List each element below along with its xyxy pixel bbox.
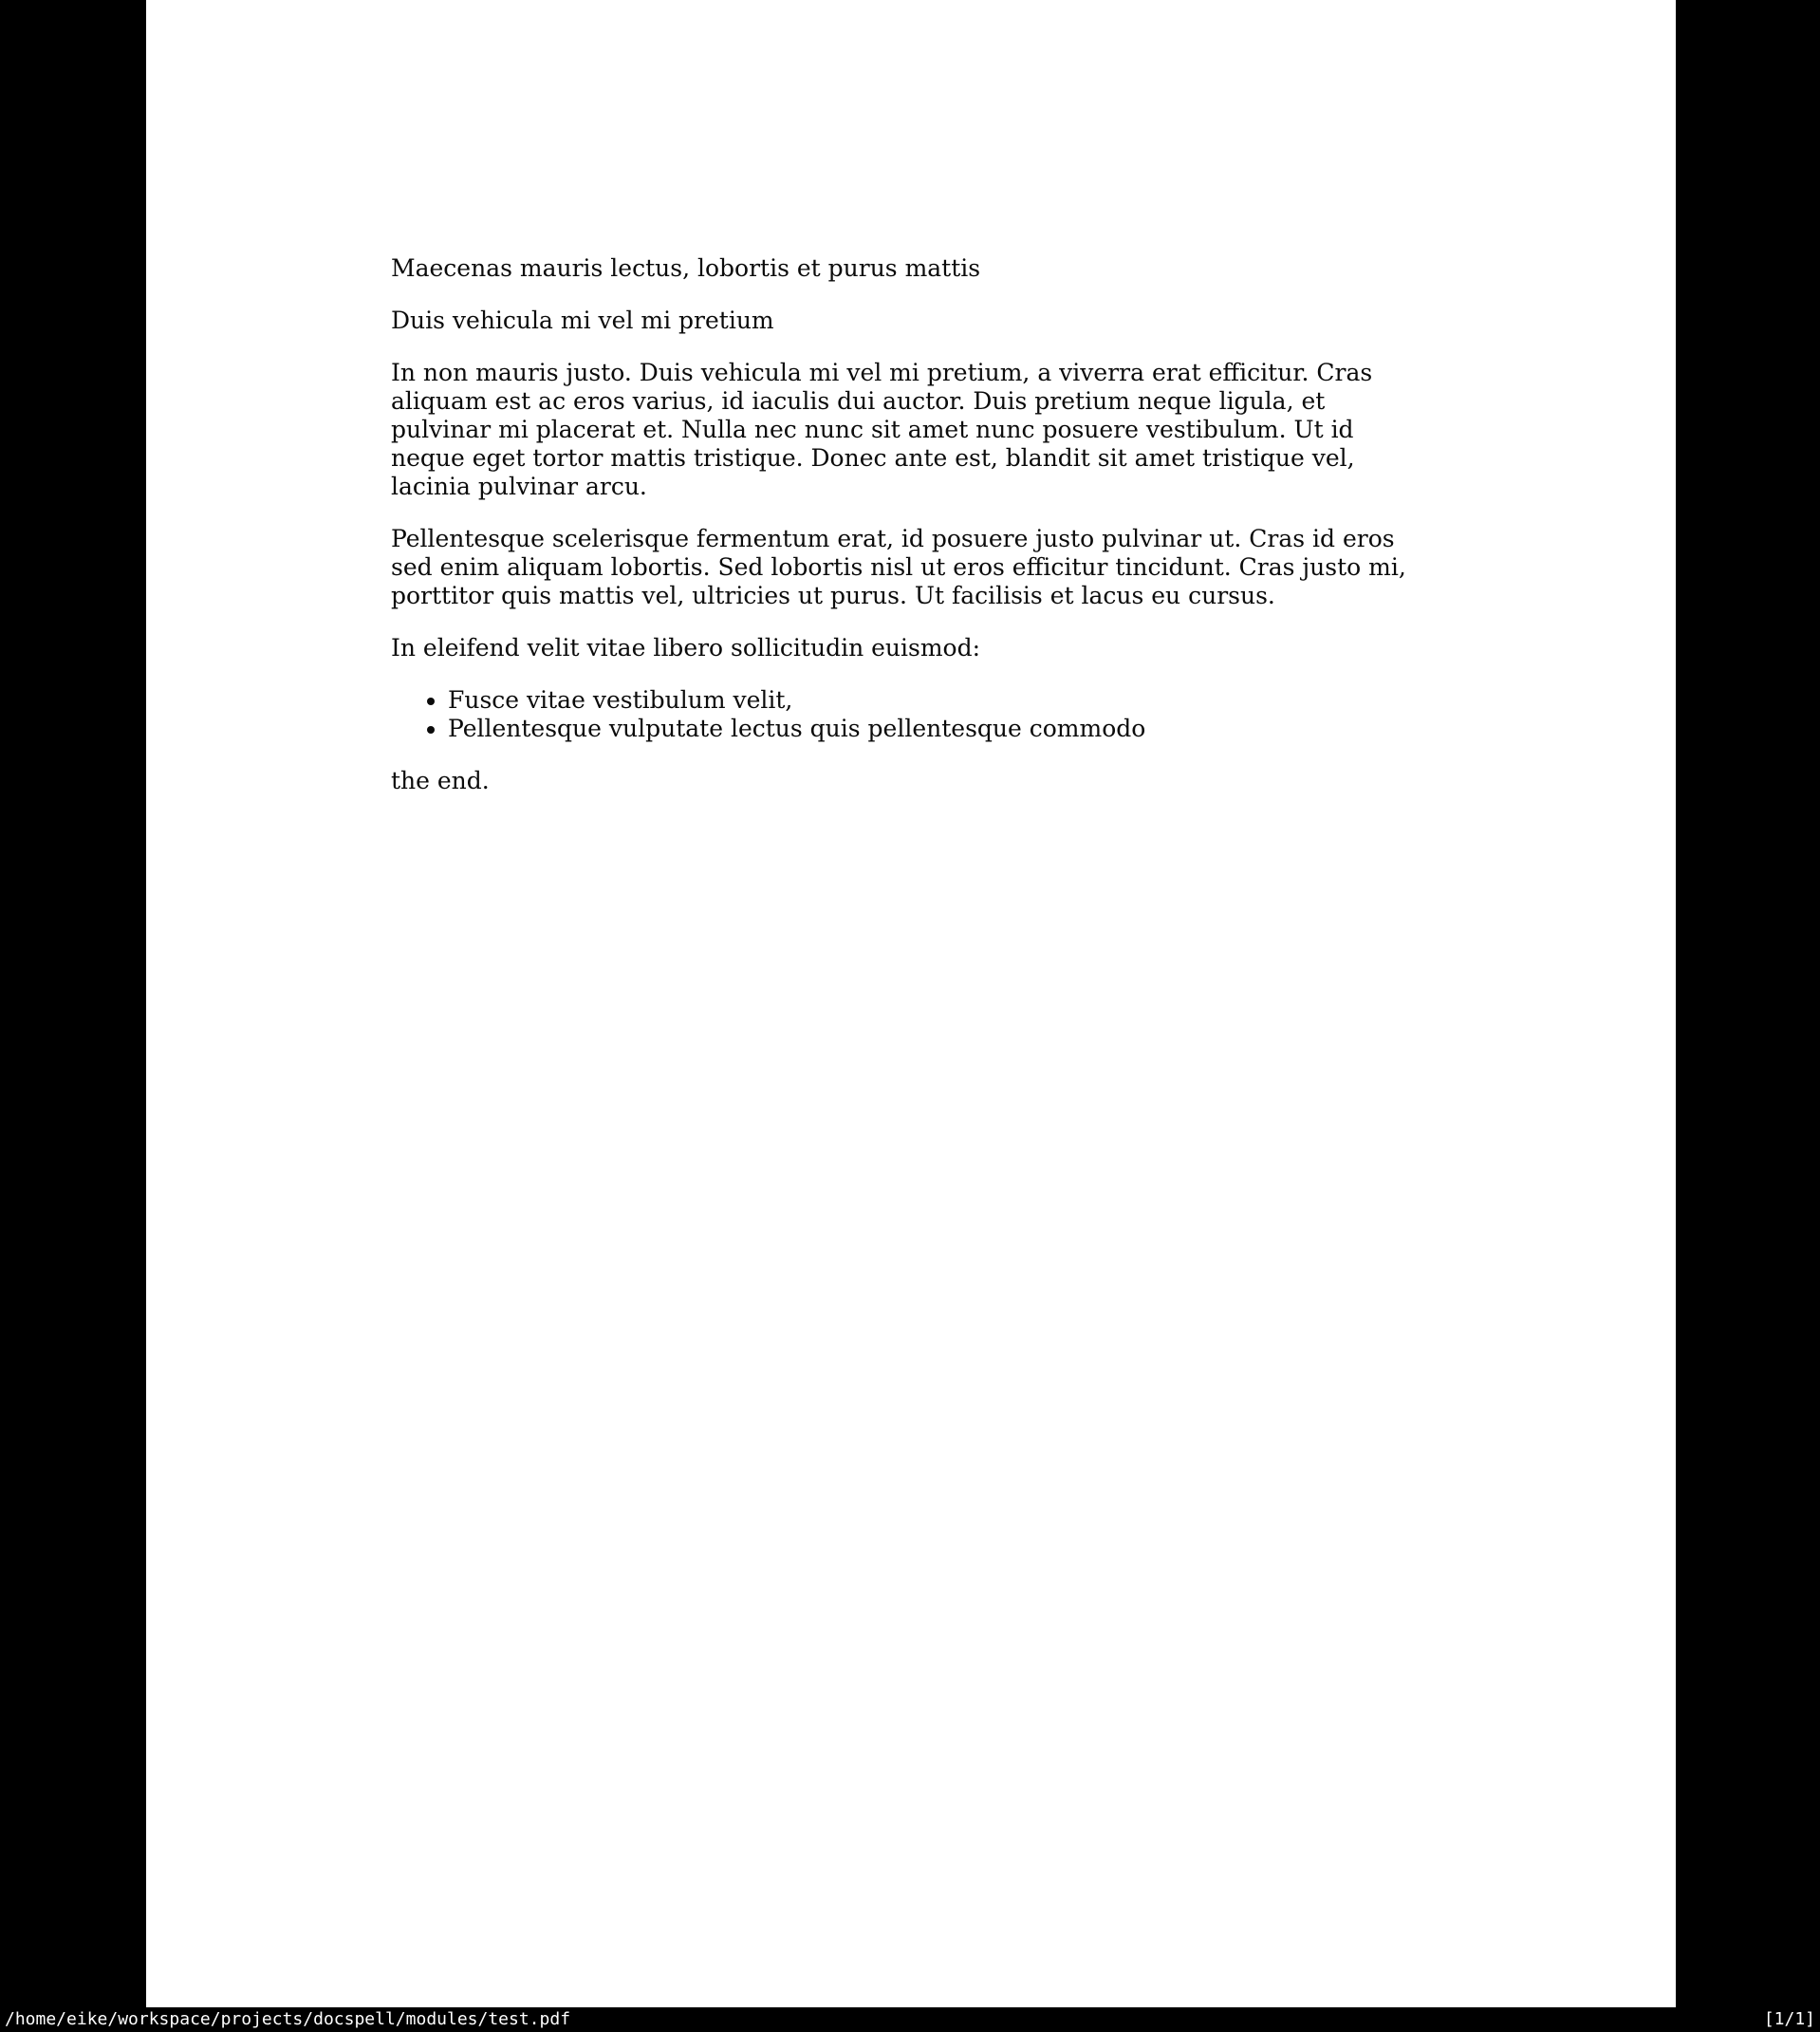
closing-paragraph: the end. (391, 767, 490, 794)
document-content (391, 0, 1416, 795)
statusbar-page-indicator: [1/1] (1763, 2009, 1815, 2029)
paragraph-maecenas: Maecenas mauris lectus, lobortis et purus mattis (391, 254, 981, 282)
document-page[interactable] (146, 0, 1676, 2007)
bullet-list (391, 686, 1416, 743)
paragraph-body-1: In non mauris justo. Duis vehicula mi vel mi pretium, a viverra erat efficitur. Cras aliquam est ac eros varius, id iaculis dui auctor. Duis pretium neque ligula, et pulvinar mi placerat et. Nulla nec nunc sit amet nunc posuere vestibulum. Ut id neque eget tortor mattis tristique. Donec ante est, blandit sit amet tristique vel, lacinia pulvinar arcu. (391, 359, 1373, 500)
paragraph-duis: Duis vehicula mi vel mi pretium (391, 307, 774, 334)
list-item: • Pellentesque vulputate lectus quis pellentesque commodo (448, 715, 1416, 743)
paragraph-body-2: Pellentesque scelerisque fermentum erat, id posuere justo pulvinar ut. Cras id eros sed enim aliquam lobortis. Sed lobortis nisl ut eros efficitur tincidunt. Cras justo mi, porttitor quis mattis vel, ultricies ut purus. Ut facilisis et lacus eu cursus. (391, 525, 1406, 609)
paragraph-list-intro: In eleifend velit vitae libero sollicitudin euismod: (391, 634, 981, 662)
statusbar (0, 2007, 1820, 2032)
statusbar-filepath: /home/eike/workspace/projects/docspell/modules/test.pdf (5, 2009, 571, 2029)
list-item: • Fusce vitae vestibulum velit, (448, 686, 1416, 715)
